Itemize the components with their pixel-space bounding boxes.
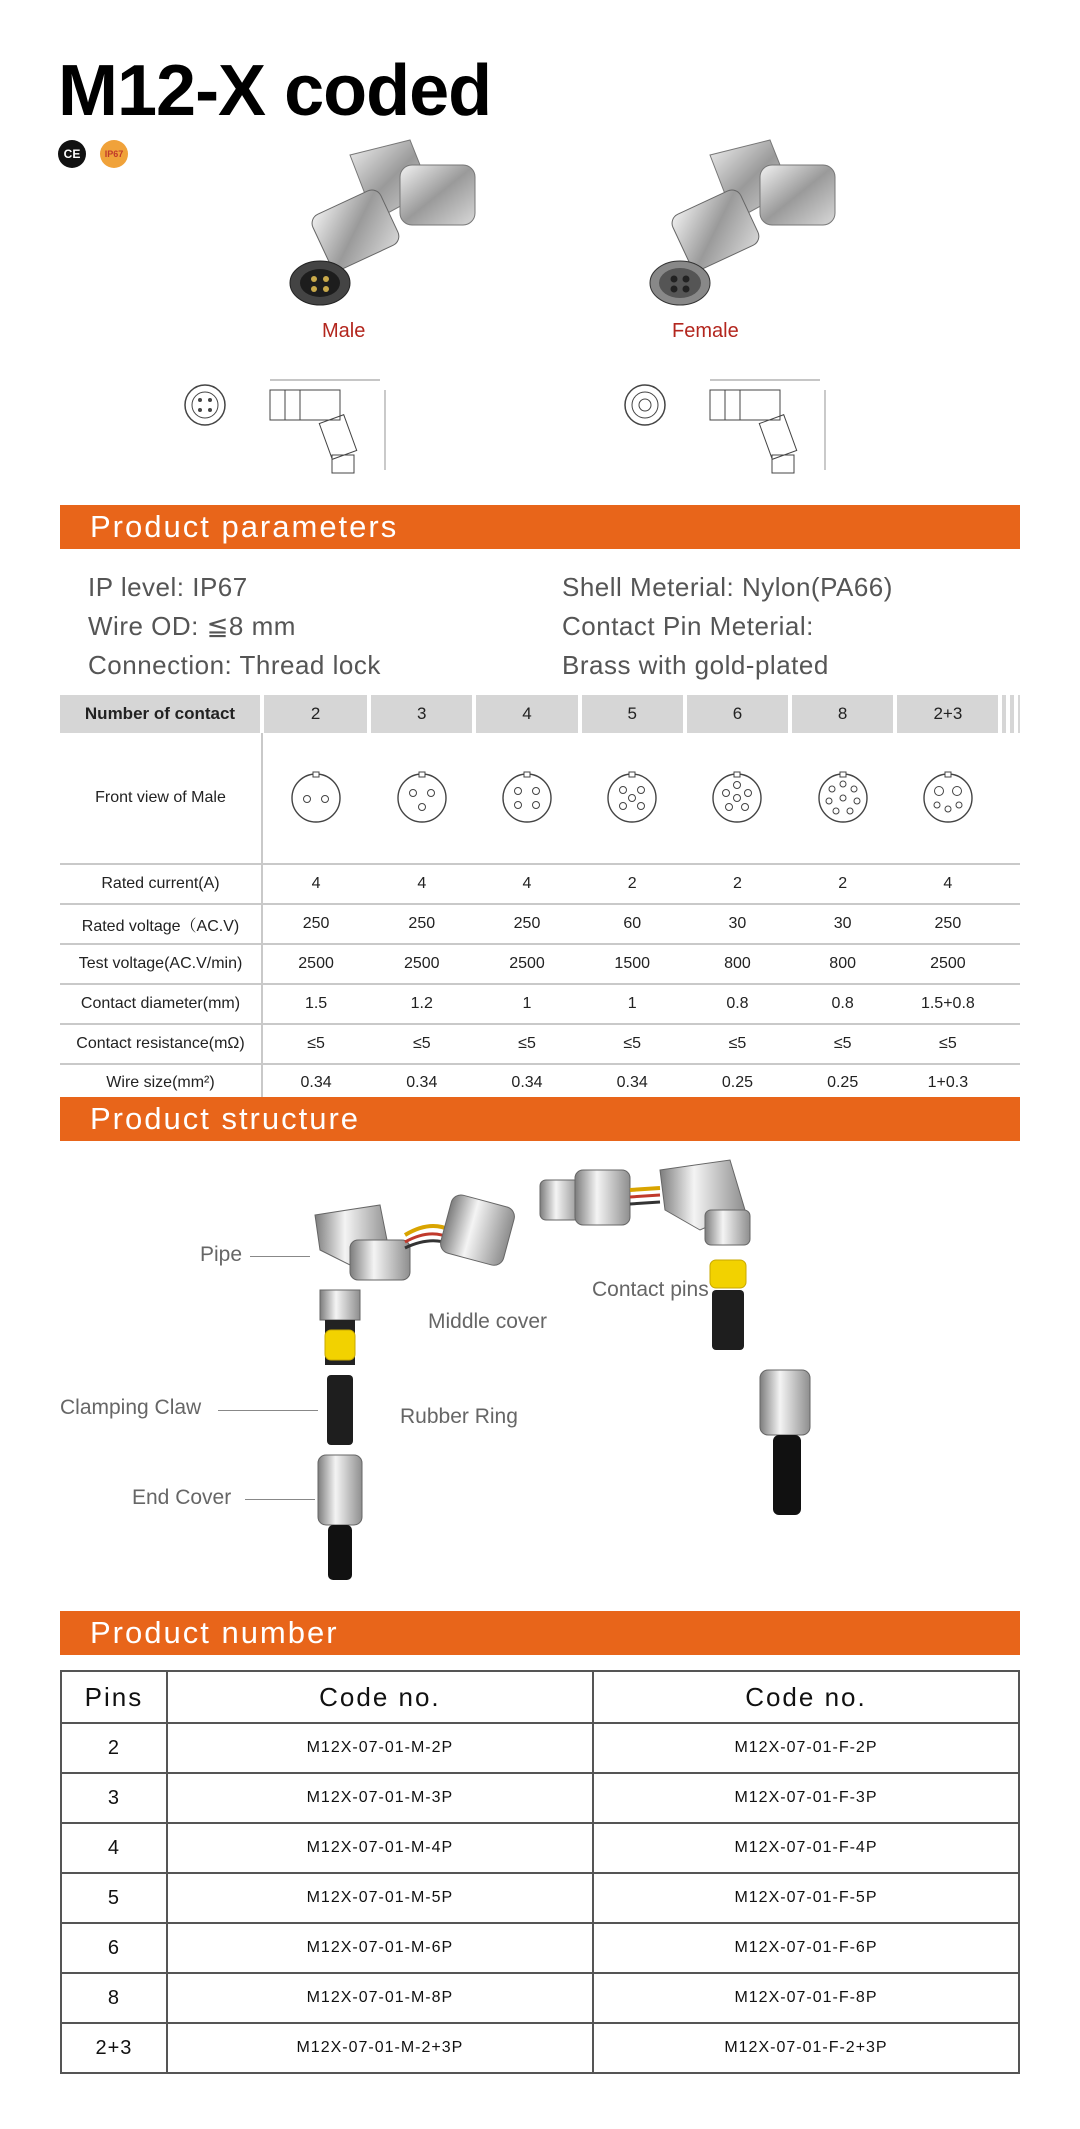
empty-cell	[1008, 864, 1016, 904]
table-row	[61, 1773, 1019, 1823]
pins-cell: 6	[61, 1923, 167, 1973]
spec-value: 0.34	[474, 1064, 579, 1104]
spec-row-label: Rated voltage（AC.V)	[60, 904, 262, 944]
spec-value: 2	[580, 864, 685, 904]
pin-layout-5-icon	[580, 733, 685, 864]
product-number-table	[60, 1670, 1020, 2074]
spec-value: 2	[685, 864, 790, 904]
empty-cell	[1008, 733, 1016, 864]
spec-row-rated-voltage	[60, 904, 1020, 944]
pins-cell: 2+3	[61, 2023, 167, 2073]
param-ip-level: IP level: IP67	[88, 572, 248, 602]
spec-value: 800	[790, 944, 895, 984]
callout-end-cover: End Cover	[132, 1486, 232, 1509]
spec-row-label: Rated current(A)	[60, 864, 262, 904]
spec-row-contact-resistance	[60, 1024, 1020, 1064]
spec-value: 250	[895, 904, 1000, 944]
pin-layout-8-icon	[790, 733, 895, 864]
spec-value: 0.34	[369, 1064, 474, 1104]
spec-value: ≤5	[474, 1024, 579, 1064]
spec-value: 2	[790, 864, 895, 904]
section-product-number: Product number	[60, 1611, 1020, 1655]
female-connector-image	[640, 135, 860, 310]
empty-cell	[1008, 1024, 1016, 1064]
empty-cell	[1016, 904, 1020, 944]
spec-row-contact-diameter	[60, 984, 1020, 1024]
spec-value: 1	[474, 984, 579, 1024]
spec-value: 4	[262, 864, 369, 904]
empty-cell	[1000, 984, 1008, 1024]
spec-table	[60, 695, 1020, 1107]
param-connection: Connection: Thread lock	[88, 650, 381, 680]
empty-cell	[1008, 984, 1016, 1024]
front-view-label: Front view of Male	[60, 733, 262, 864]
callout-contact-pins: Contact pins	[592, 1278, 709, 1301]
spec-value: 0.34	[262, 1064, 369, 1104]
table-row	[61, 1823, 1019, 1873]
leader-line	[250, 1256, 310, 1257]
pins-cell: 3	[61, 1773, 167, 1823]
spec-value: 2500	[474, 944, 579, 984]
ce-mark-icon: CE	[58, 140, 86, 168]
table-row	[61, 1923, 1019, 1973]
empty-cell	[1000, 864, 1008, 904]
spec-row-label: Test voltage(AC.V/min)	[60, 944, 262, 984]
male-code-cell: M12X-07-01-M-2P	[167, 1723, 593, 1773]
spec-value: 4	[474, 864, 579, 904]
spec-row-label: Contact diameter(mm)	[60, 984, 262, 1024]
pins-cell: 2	[61, 1723, 167, 1773]
pins-cell: 8	[61, 1973, 167, 2023]
contact-count: 6	[685, 695, 790, 733]
female-code-cell: M12X-07-01-F-2+3P	[593, 2023, 1019, 2073]
callout-rubber-ring: Rubber Ring	[400, 1405, 518, 1428]
param-shell-material: Shell Meterial: Nylon(PA66)	[562, 572, 893, 602]
female-code-cell: M12X-07-01-F-6P	[593, 1923, 1019, 1973]
ip67-badge-icon: IP67	[100, 140, 128, 168]
param-contact-pin-material: Contact Pin Meterial:	[562, 611, 814, 641]
spec-value: 2500	[262, 944, 369, 984]
table-row	[61, 1723, 1019, 1773]
spec-value: 1.5	[262, 984, 369, 1024]
spec-value: 0.8	[685, 984, 790, 1024]
spec-value: 1	[580, 984, 685, 1024]
empty-cell	[1016, 864, 1020, 904]
male-dimension-drawing	[175, 370, 415, 480]
male-label: Male	[322, 320, 366, 342]
front-view-row	[60, 733, 1020, 864]
contact-count: 3	[369, 695, 474, 733]
spec-value: 30	[685, 904, 790, 944]
empty-cell	[1000, 695, 1008, 733]
spec-value: ≤5	[580, 1024, 685, 1064]
pin-layout-3-icon	[369, 733, 474, 864]
spec-value: ≤5	[685, 1024, 790, 1064]
spec-value: 4	[895, 864, 1000, 904]
contact-count: 4	[474, 695, 579, 733]
table-row	[61, 1973, 1019, 2023]
spec-value: 0.25	[790, 1064, 895, 1104]
param-contact-pin-plating: Brass with gold-plated	[562, 650, 829, 680]
spec-row-rated-current	[60, 864, 1020, 904]
leader-line	[245, 1499, 315, 1500]
pin-layout-4-icon	[474, 733, 579, 864]
pin-layout-6-icon	[685, 733, 790, 864]
spec-value: 250	[369, 904, 474, 944]
spec-value: ≤5	[262, 1024, 369, 1064]
spec-value: 4	[369, 864, 474, 904]
callout-middle-cover: Middle cover	[428, 1310, 548, 1333]
pins-cell: 5	[61, 1873, 167, 1923]
female-code-cell: M12X-07-01-F-4P	[593, 1823, 1019, 1873]
spec-value: 60	[580, 904, 685, 944]
spec-value: 0.25	[685, 1064, 790, 1104]
empty-cell	[1016, 984, 1020, 1024]
exploded-view-right-image	[530, 1150, 860, 1520]
table-row	[61, 2023, 1019, 2073]
empty-cell	[1000, 1024, 1008, 1064]
spec-value: 1.2	[369, 984, 474, 1024]
female-code-cell: M12X-07-01-F-3P	[593, 1773, 1019, 1823]
female-label: Female	[672, 320, 739, 342]
section-product-parameters: Product parameters	[60, 505, 1020, 549]
empty-cell	[1016, 1024, 1020, 1064]
male-connector-image	[280, 135, 500, 310]
male-code-cell: M12X-07-01-M-6P	[167, 1923, 593, 1973]
spec-value: 2500	[895, 944, 1000, 984]
page-title: M12-X coded	[58, 51, 492, 131]
pin-layout-2-3-icon	[895, 733, 1000, 864]
empty-cell	[1016, 944, 1020, 984]
table-row	[61, 1873, 1019, 1923]
table-header-row	[61, 1671, 1019, 1723]
spec-value: 0.34	[580, 1064, 685, 1104]
male-code-cell: M12X-07-01-M-5P	[167, 1873, 593, 1923]
contact-count: 5	[580, 695, 685, 733]
spec-row-test-voltage	[60, 944, 1020, 984]
spec-value: 250	[474, 904, 579, 944]
spec-value: ≤5	[369, 1024, 474, 1064]
spec-value: 1.5+0.8	[895, 984, 1000, 1024]
spec-value: 0.8	[790, 984, 895, 1024]
column-header-code-female: Code no.	[593, 1671, 1019, 1723]
section-product-structure: Product structure	[60, 1097, 1020, 1141]
contact-count: 2+3	[895, 695, 1000, 733]
female-dimension-drawing	[615, 370, 855, 480]
empty-cell	[1000, 944, 1008, 984]
pins-cell: 4	[61, 1823, 167, 1873]
male-code-cell: M12X-07-01-M-3P	[167, 1773, 593, 1823]
male-code-cell: M12X-07-01-M-8P	[167, 1973, 593, 2023]
spec-header-row	[60, 695, 1020, 733]
spec-header-label: Number of contact	[60, 695, 262, 733]
empty-cell	[1016, 695, 1020, 733]
empty-cell	[1008, 904, 1016, 944]
spec-value: 1+0.3	[895, 1064, 1000, 1104]
female-code-cell: M12X-07-01-F-2P	[593, 1723, 1019, 1773]
empty-cell	[1008, 695, 1016, 733]
empty-cell	[1016, 733, 1020, 864]
spec-row-label: Wire size(mm²)	[60, 1064, 262, 1104]
leader-line	[218, 1410, 318, 1411]
contact-count: 8	[790, 695, 895, 733]
male-code-cell: M12X-07-01-M-2+3P	[167, 2023, 593, 2073]
column-header-pins: Pins	[61, 1671, 167, 1723]
exploded-view-left-image	[300, 1180, 540, 1580]
female-code-cell: M12X-07-01-F-8P	[593, 1973, 1019, 2023]
female-code-cell: M12X-07-01-F-5P	[593, 1873, 1019, 1923]
pin-layout-2-icon	[262, 733, 369, 864]
contact-count: 2	[262, 695, 369, 733]
spec-value: ≤5	[790, 1024, 895, 1064]
spec-value: ≤5	[895, 1024, 1000, 1064]
spec-value: 800	[685, 944, 790, 984]
callout-clamping-claw: Clamping Claw	[60, 1396, 202, 1419]
spec-value: 250	[262, 904, 369, 944]
column-header-code-male: Code no.	[167, 1671, 593, 1723]
empty-cell	[1000, 733, 1008, 864]
empty-cell	[1000, 904, 1008, 944]
spec-row-label: Contact resistance(mΩ)	[60, 1024, 262, 1064]
callout-pipe: Pipe	[200, 1243, 243, 1266]
spec-value: 30	[790, 904, 895, 944]
param-wire-od: Wire OD: ≦8 mm	[88, 611, 296, 641]
male-code-cell: M12X-07-01-M-4P	[167, 1823, 593, 1873]
spec-value: 1500	[580, 944, 685, 984]
spec-value: 2500	[369, 944, 474, 984]
empty-cell	[1008, 944, 1016, 984]
